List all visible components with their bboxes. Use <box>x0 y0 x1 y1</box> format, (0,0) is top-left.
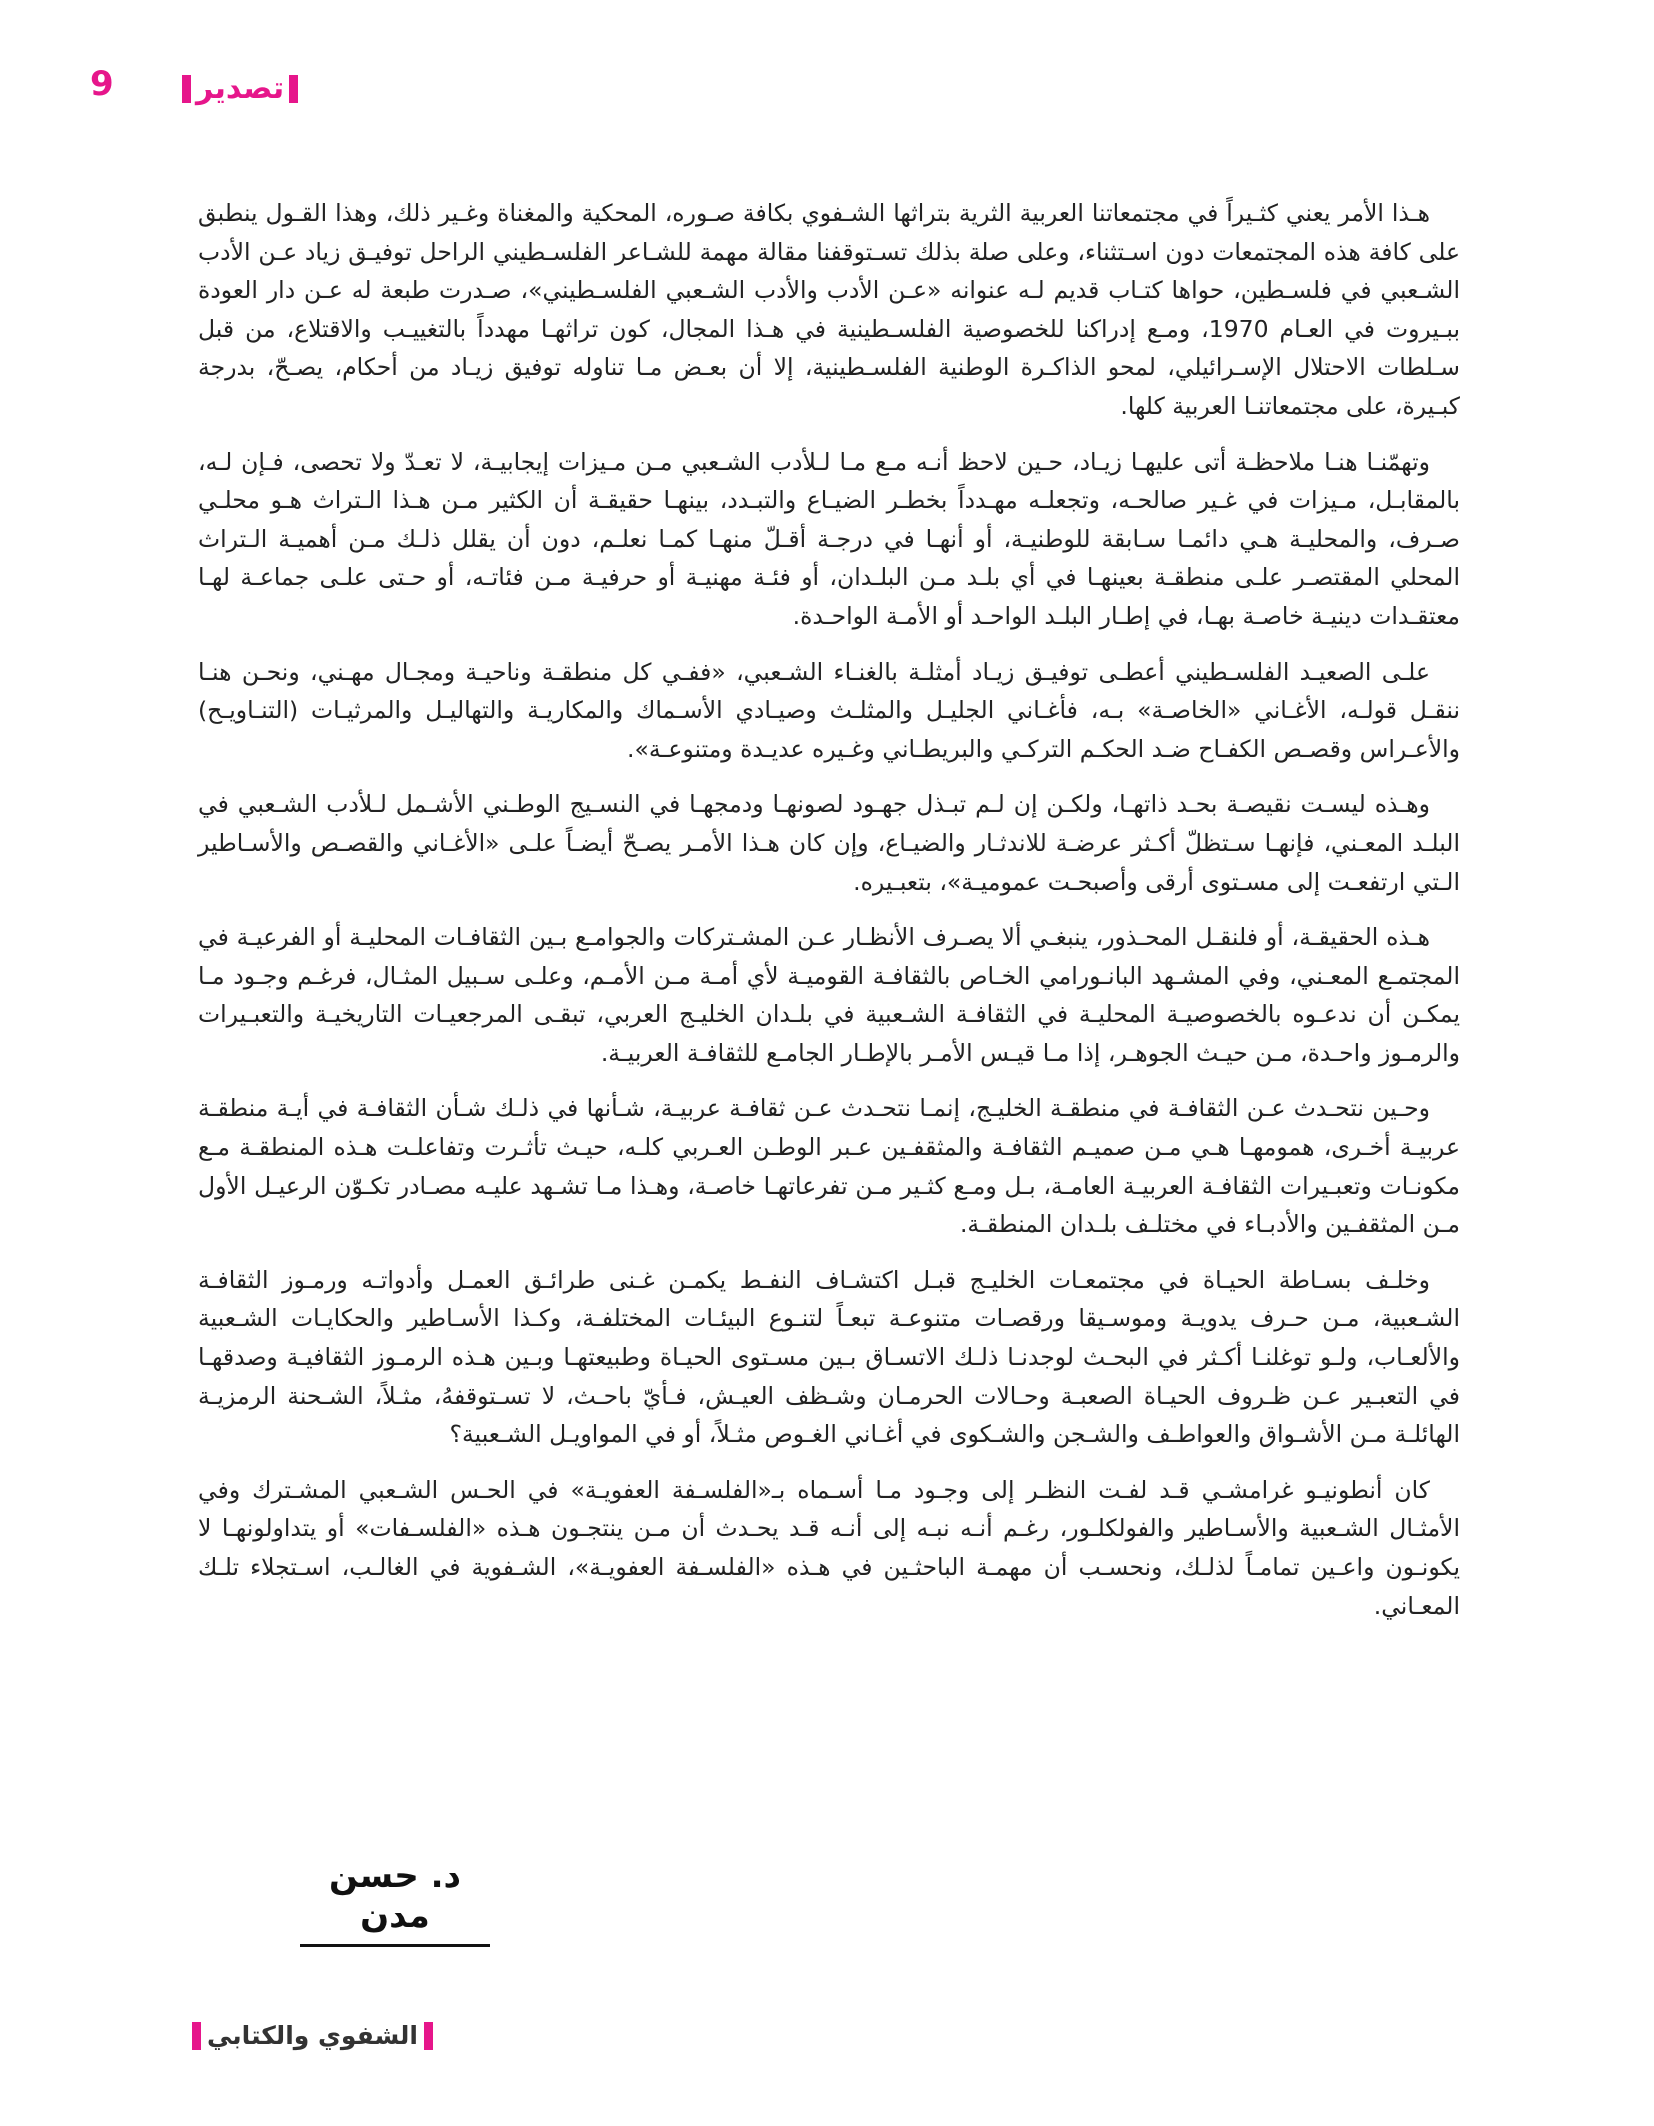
paragraph-1: هـذا الأمر يعني كثـيراً في مجتمعاتنا العربية الثرية بتراثها الشـفوي بكافة صـوره، المحكية والمغناة وغـير ذلك، وهذا القـول ينطبق على كافة هذه المجتمعات دون اسـتثناء، وعلى صلة بذلك تسـتوقفنا مقالة مهمة للشـاعر الفلسـطيني الراحل توفيـق زياد عـن الأدب الشـعبي في فلسـطين، حواها كتـاب قديم لـه عنوانه «عـن الأدب والأدب الشـعبي الفلسـطيني»، صـدرت طبعة له عـن دار العودة ببـيروت في العـام 1970، ومـع إدراكنا للخصوصية الفلسـطينية في هـذا المجال، كون تراثهـا مهدداً بالتغييـب والاقتلاع، من قبل سـلطات الاحتلال الإسـرائيلي، لمحو الذاكـرة الوطنية الفلسـطينية، إلا أن بعـض مـا تناوله توفيق زيـاد من أحكام، يصـحّ، بدرجة كبـيرة، على مجتمعاتنـا العربية كلها. <box>198 199 1460 420</box>
paragraph-8: كان أنطونيـو غرامشـي قـد لفـت النظـر إلى وجـود مـا أسـماه بـ«الفلسـفة العفويـة» في الحـس الشـعبي المشـترك وفي الأمثـال الشـعبية والأسـاطير والفولكلـور، رغـم أنـه نبـه إلى أنـه قـد يحـدث أن مـن ينتجـون هـذه «الفلسـفات» أو يتداولونهـا لا يكونـون واعـين تمامـاً لذلـك، ونحسـب أن مهمـة الباحثـين في هـذه «الفلسـفة العفويـة»، الشـفوية في الغالـب، اسـتجلاء تلـك المعـاني. <box>198 1475 1460 1620</box>
page-number: 9 <box>90 64 114 104</box>
author-signature: د. حسن مدن <box>300 1856 490 1947</box>
footer-bar-left <box>192 2022 201 2050</box>
tag-bar-right <box>289 75 298 103</box>
magazine-name: الشفوي والكتابي <box>207 2021 418 2050</box>
paragraph-7: وخلـف بسـاطة الحيـاة في مجتمعـات الخليـج قبـل اكتشـاف النفـط يكمـن غـنى طرائـق العمـل وأدواتـه ورمـوز الثقافـة الشـعبية، مـن حـرف يدويـة وموسـيقا ورقصـات متنوعـة تبعـاً لتنـوع البيئـات المختلفـة، وكـذا الأسـاطير والحكايـات الشـعبية والألعـاب، ولـو توغلنـا أكـثر في البحـث لوجدنـا ذلـك الاتسـاق بـين مسـتوى الحيـاة وطبيعتهـا وبـين هـذه الرمـوز الثقافيـة وصدقهـا في التعبـير عـن ظـروف الحيـاة الصعبـة وحـالات الحرمـان وشـظف العيـش، فـأيّ باحـث، لا تسـتوقفهُ، مثـلاً، الشـحنة الرمزيـة الهائلـة مـن الأشـواق والعواطـف والشـجن والشـكوى في أغـاني الغـوص مثـلاً، أو في المواويـل الشـعبية؟ <box>198 1265 1460 1449</box>
paragraph-5: هـذه الحقيقـة، أو فلنقـل المحـذور، ينبغـي ألا يصـرف الأنظـار عـن المشـتركات والجوامـع بـين الثقافـات المحليـة أو الفرعيـة في المجتمـع المعـني، وفي المشـهد البانـورامي الخـاص بالثقافـة القوميـة لأي أمـة مـن الأمـم، وعلـى سـبيل المثـال، فرغـم وجـود مـا يمكـن أن ندعـوه بالخصوصيـة المحليـة في الثقافـة الشـعبية في بلـدان الخليـج العربي، تبقـى المرجعيـات التاريخيـة والتعبـيرات والرمـوز واحـدة، مـن حيـث الجوهـر، إذا مـا قيـس الأمـر بالإطـار الجامـع للثقافـة العربيـة. <box>198 923 1460 1067</box>
footer-bar-right <box>424 2022 433 2050</box>
paragraph-2: وتهمّنـا هنـا ملاحظـة أتى عليهـا زيـاد، حـين لاحظ أنـه مـع مـا لـلأدب الشـعبي مـن مـيزات إيجابيـة، لا تعـدّ ولا تحصى، فـإن لـه، بالمقابـل، مـيزات في غـير صالحـه، وتجعلـه مهـدداً بخطـر الضيـاع والتبـدد، بينهـا حقيقـة أن الكثير مـن هـذا الـتراث هـو محلـي صـرف، والمحليـة هـي دائمـا سـابقة للوطنيـة، أو أنهـا في درجـة أقـلّ منهـا كمـا نعلـم، دون أن يقلل ذلـك مـن أهميـة الـتراث المحلي المقتصـر علـى منطقـة بعينهـا في أي بلـد مـن البلـدان، أو فئـة مهنيـة أو حرفيـة مـن فئاتـه، أو حـتى علـى جماعـة لهـا معتقـدات دينيـة خاصـة بهـا، في إطـار البلـد الواحـد أو الأمـة الواحـدة. <box>198 447 1460 630</box>
article-body <box>198 194 1460 1642</box>
section-label: تصدير <box>196 71 285 106</box>
paragraph-6: وحـين نتحـدث عـن الثقافـة في منطقـة الخليـج، إنمـا نتحـدث عـن ثقافـة عربيـة، شـأنها في ذلـك شـأن الثقافـة في أيـة منطقـة عربيـة أخـرى، همومهـا هـي مـن صميـم الثقافـة والمثقفـين عـبر الوطـن العـربي كلـه، حيـث تأثـرت وتفاعلـت هـذه المنطقـة مـع مكونـات وتعبـيرات الثقافـة العربيـة العامـة، بـل ومـع كثـير مـن تفرعاتهـا خاصـة، وهـذا مـا تشـهد عليـه مصـادر تكـوّن الرعيـل الأول مـن المثقفـين والأدبـاء في مختلـف بلـدان المنطقـة. <box>198 1094 1460 1239</box>
paragraph-3: علـى الصعيـد الفلسـطيني أعطـى توفيـق زيـاد أمثلـة بالغنـاء الشـعبي، «ففـي كل منطقـة وناحيـة ومجـال مهـني، ونحـن هنـا ننقـل قولـه، الأغـاني «الخاصـة» بـه، فأغـاني الجليـل والمثلـث وصيـادي الأسـماك والمكاريـة والتهاليـل والمرثيـات (التنـاويـح) والأعـراس وقصـص الكفـاح ضـد الحكـم التركـي والبريطـاني وغـيره عديـدة ومتنوعـة». <box>198 657 1460 763</box>
tag-bar-left <box>182 75 191 103</box>
paragraph-4: وهـذه ليسـت نقيصـة بحـد ذاتهـا، ولكـن إن لـم تبـذل جهـود لصونهـا ودمجهـا في النسـيج الوطـني الأشـمل لـلأدب الشـعبي في البلـد المعـني، فإنهـا سـتظلّ أكـثر عرضـة للاندثـار والضيـاع، وإن كان هـذا الأمـر يصـحّ أيضـاً علـى «الأغـاني والقصـص والأسـاطير الـتي ارتفعـت إلى مسـتوى أرقى وأصبحـت عموميـة»، بتعبـيره. <box>198 790 1460 896</box>
footer-tag <box>192 2022 433 2050</box>
section-tag <box>182 71 298 106</box>
